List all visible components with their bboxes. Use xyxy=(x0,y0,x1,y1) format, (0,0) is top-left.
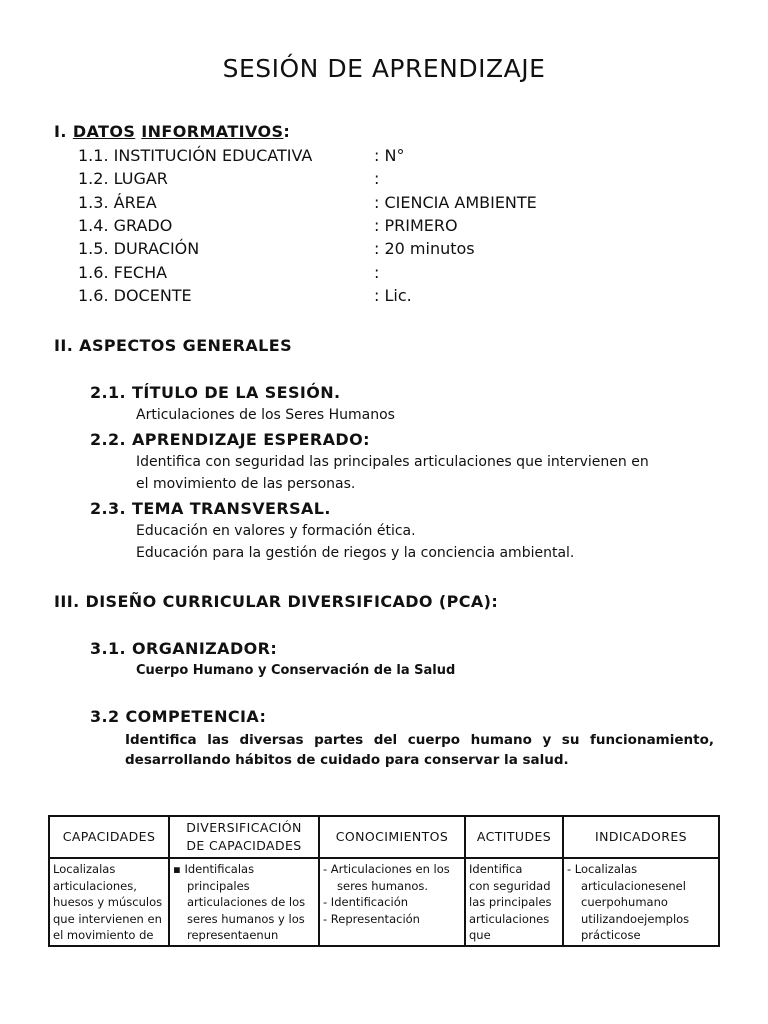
cell-word: articulaciones xyxy=(581,878,662,893)
transversal-theme-line-1: Educación en valores y formación ética. xyxy=(136,523,416,539)
document-title: SESIÓN DE APRENDIZAJE xyxy=(222,54,546,83)
section-1-number: I xyxy=(54,122,61,141)
subsection-2-3-title: TEMA TRANSVERSAL xyxy=(132,499,325,518)
info-label: 1.6. DOCENTE xyxy=(78,285,192,305)
info-label: 1.5. DURACIÓN xyxy=(78,239,200,259)
cell-line xyxy=(53,894,165,911)
cell-word: e xyxy=(633,928,641,942)
cell-word: utilizando xyxy=(581,911,638,926)
cell-line xyxy=(567,911,715,928)
section-1-title-part2: INFORMATIVOS xyxy=(141,122,284,141)
cell-line: seres humanos. xyxy=(337,878,429,893)
cell-line xyxy=(567,894,715,911)
cell-line xyxy=(53,878,165,895)
cell-capacidades xyxy=(49,858,169,946)
cell-actitudes xyxy=(465,858,563,946)
cell-word: articulaciones de los xyxy=(187,895,306,909)
cell-line xyxy=(567,878,715,895)
competence-line-2: desarrollando hábitos de cuidado para conservar la salud. xyxy=(125,752,569,768)
cell-word: articulaciones, xyxy=(53,878,137,893)
cell-line: articulaciones xyxy=(469,911,550,926)
header-indicadores: INDICADORES xyxy=(563,816,719,858)
cell-word: que intervienen en xyxy=(53,911,162,926)
section-3-heading: III. DISEÑO CURRICULAR DIVERSIFICADO (PCA): xyxy=(54,592,499,611)
cell-line xyxy=(173,861,315,878)
cell-word: prácticos xyxy=(581,928,634,942)
header-actitudes: ACTITUDES xyxy=(465,816,563,858)
cell-word: ejemplos xyxy=(637,911,690,926)
cell-word: Localiza xyxy=(53,862,100,876)
expected-learning-line-1: Identifica con seguridad las principales articulaciones que intervienen en xyxy=(136,454,649,470)
cell-line xyxy=(567,927,715,944)
subsection-2-2-heading: 2.2. APRENDIZAJE ESPERADO: xyxy=(90,430,370,449)
cell-word: ▪ Identifica xyxy=(173,862,238,876)
subsection-2-3-number: 2.3 xyxy=(90,499,120,518)
cell-line: - Representación xyxy=(323,911,420,926)
section-2-number: II xyxy=(54,336,67,355)
cell-line: que xyxy=(469,928,491,942)
cell-line: las principales xyxy=(469,895,552,909)
section-1-heading: I. DATOS INFORMATIVOS: xyxy=(54,122,291,141)
subsection-3-1-number: 3.1 xyxy=(90,639,120,658)
cell-indicadores xyxy=(563,858,719,946)
cell-line xyxy=(53,911,165,928)
cell-word: el movimiento de xyxy=(53,928,154,942)
cell-line xyxy=(173,927,315,944)
cell-word: el xyxy=(675,878,686,893)
cell-line: - Identificación xyxy=(323,895,409,909)
competence-line-1: Identifica las diversas partes del cuerpo humano y su funcionamiento, xyxy=(125,732,714,748)
expected-learning-line-2: el movimiento de las personas. xyxy=(136,476,356,492)
info-value: : CIENCIA AMBIENTE xyxy=(374,192,537,212)
subsection-3-1-title: ORGANIZADOR: xyxy=(132,639,278,658)
cell-line xyxy=(53,927,165,944)
cell-line: - Articulaciones en los xyxy=(323,862,450,876)
header-diversificacion-line-2: DE CAPACIDADES xyxy=(186,838,302,853)
section-2-title: ASPECTOS GENERALES xyxy=(79,336,293,355)
cell-word: las xyxy=(620,862,638,876)
cell-line xyxy=(173,894,315,911)
subsection-2-1-title: TÍTULO DE LA SESIÓN xyxy=(132,383,335,402)
cell-word: seres humanos y los xyxy=(187,911,305,926)
info-value: : Lic. xyxy=(374,285,412,305)
info-value: : PRIMERO xyxy=(374,215,458,235)
info-value: : 20 minutos xyxy=(374,239,475,259)
cell-line: con seguridad xyxy=(469,878,551,893)
info-value: : xyxy=(374,169,380,189)
cell-word: - Localiza xyxy=(567,862,621,876)
cell-word: las xyxy=(99,862,116,876)
cell-word: un xyxy=(263,928,279,942)
cell-word: humano xyxy=(620,895,668,909)
cell-word: las xyxy=(237,862,255,876)
cell-word: huesos y músculos xyxy=(53,895,163,909)
subsection-2-2-number: 2.2 xyxy=(90,430,120,449)
cell-line: Identifica xyxy=(469,862,523,876)
table-header-row xyxy=(49,816,719,858)
cell-word: en xyxy=(661,878,676,893)
section-3-number: III xyxy=(54,592,74,611)
cell-line xyxy=(173,911,315,928)
cell-word: en xyxy=(249,928,264,942)
cell-line xyxy=(173,878,315,895)
header-conocimientos: CONOCIMIENTOS xyxy=(319,816,465,858)
subsection-3-2-heading: 3.2 COMPETENCIA: xyxy=(90,707,267,726)
cell-word: representa xyxy=(187,928,250,942)
info-value: : N° xyxy=(374,146,405,165)
cell-word: principales xyxy=(187,878,250,893)
session-title-text: Articulaciones de los Seres Humanos xyxy=(136,407,395,423)
cell-line xyxy=(567,861,715,878)
subsection-2-1-number: 2.1 xyxy=(90,383,120,402)
info-label: 1.3. ÁREA xyxy=(78,192,157,212)
curriculum-table xyxy=(48,815,720,947)
organizer-text: Cuerpo Humano y Conservación de la Salud xyxy=(136,663,456,678)
header-diversificacion xyxy=(169,816,319,858)
cell-word: cuerpo xyxy=(581,895,621,909)
subsection-3-1-heading: 3.1. ORGANIZADOR: xyxy=(90,639,278,658)
section-1-title-part1: DATOS xyxy=(72,122,136,141)
cell-conocimientos xyxy=(319,858,465,946)
info-label: 1.4. GRADO xyxy=(78,215,173,235)
cell-diversificacion xyxy=(169,858,319,946)
table-row xyxy=(49,858,719,946)
subsection-2-2-title: APRENDIZAJE ESPERADO: xyxy=(132,430,370,449)
subsection-2-3-heading: 2.3. TEMA TRANSVERSAL. xyxy=(90,499,331,518)
transversal-theme-line-2: Educación para la gestión de riegos y la conciencia ambiental. xyxy=(136,545,575,561)
cell-line xyxy=(53,861,165,878)
info-label: 1.2. LUGAR xyxy=(78,169,168,189)
info-label: 1.1. INSTITUCIÓN EDUCATIVA xyxy=(78,146,313,165)
section-2-heading: II. ASPECTOS GENERALES xyxy=(54,336,293,355)
section-3-title: DISEÑO CURRICULAR DIVERSIFICADO (PCA): xyxy=(85,592,499,611)
info-label: 1.6. FECHA xyxy=(78,262,168,282)
subsection-2-1-heading: 2.1. TÍTULO DE LA SESIÓN. xyxy=(90,383,341,402)
info-value: : xyxy=(374,262,380,282)
header-diversificacion-line-1: DIVERSIFICACIÓN xyxy=(186,820,302,835)
header-capacidades: CAPACIDADES xyxy=(49,816,169,858)
